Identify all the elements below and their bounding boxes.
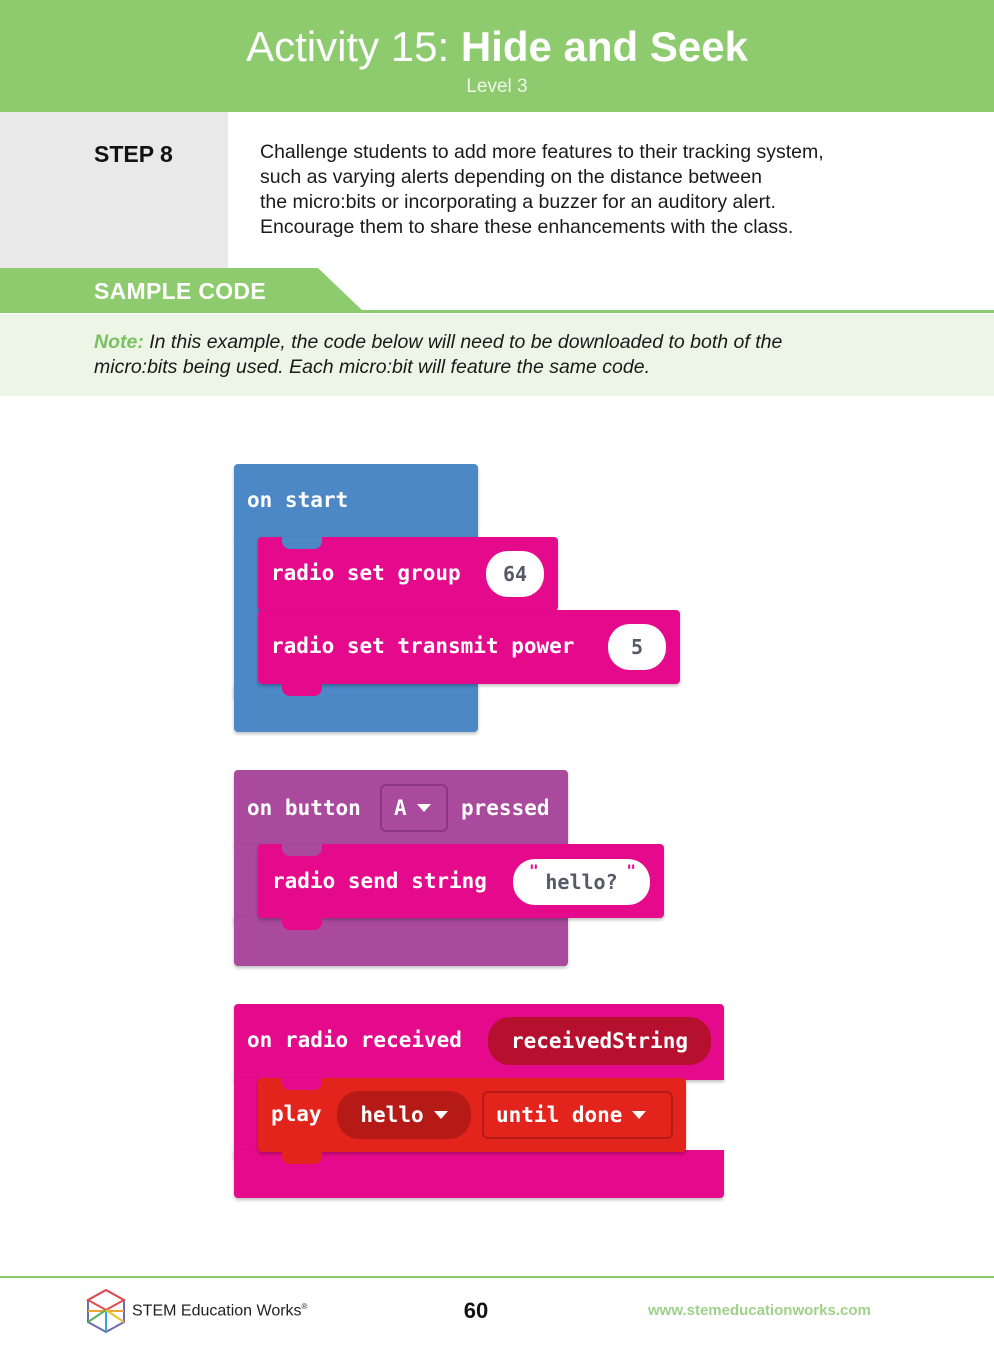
notch	[282, 537, 322, 549]
brand-name	[132, 1302, 307, 1320]
notch-bottom	[282, 918, 322, 930]
radio-set-group-label: radio set group	[271, 561, 461, 585]
string-input-value: hello?	[545, 870, 618, 894]
chevron-down-icon	[434, 1111, 448, 1119]
chevron-down-icon	[417, 804, 431, 812]
radio-set-power-label: radio set transmit power	[271, 634, 575, 658]
on-radio-received-label: on radio received	[247, 1028, 462, 1052]
step-label-cell	[0, 112, 228, 268]
notch	[282, 844, 322, 856]
button-dropdown-value: A	[394, 796, 407, 820]
received-string-variable[interactable]: receivedString	[488, 1017, 711, 1065]
notch	[282, 1078, 322, 1090]
notch-bottom	[282, 684, 322, 696]
chevron-down-icon	[632, 1111, 646, 1119]
play-mode-dropdown[interactable]	[482, 1091, 673, 1139]
button-dropdown[interactable]	[380, 784, 448, 832]
note-text	[94, 330, 914, 380]
step-label: STEP 8	[94, 141, 173, 167]
on-button-label: on button	[247, 796, 361, 820]
step-line: Encourage them to share these enhancements with the class.	[260, 216, 794, 238]
brand-mark: ®	[301, 1302, 308, 1311]
on-radio-arm	[234, 1078, 260, 1158]
notch-bottom	[282, 1152, 322, 1164]
note-line-1	[94, 330, 914, 355]
title-main: Hide and Seek	[460, 23, 748, 70]
on-button-arm	[234, 844, 260, 924]
radio-send-string-label: radio send string	[272, 869, 487, 893]
pressed-label: pressed	[461, 796, 550, 820]
power-number-input[interactable]: 5	[608, 624, 666, 670]
play-label: play	[271, 1102, 322, 1126]
sample-code-title: SAMPLE CODE	[94, 278, 266, 304]
group-number-input[interactable]: 64	[486, 551, 544, 597]
note-line: micro:bits being used. Each micro:bit will feature the same code.	[94, 356, 651, 378]
title-prefix: Activity 15:	[246, 23, 461, 70]
banner-rule	[0, 310, 994, 313]
melody-dropdown[interactable]	[337, 1091, 471, 1139]
stem-logo-icon	[86, 1288, 126, 1334]
note-line: In this example, the code below will need to be downloaded to both of the	[143, 331, 783, 353]
melody-value: hello	[360, 1103, 424, 1127]
step-line: the micro:bits or incorporating a buzzer for an auditory alert.	[260, 191, 776, 213]
website-link[interactable]: www.stemeducationworks.com	[648, 1302, 871, 1319]
note-label: Note:	[94, 331, 144, 353]
play-mode-value: until done	[496, 1103, 623, 1127]
string-input[interactable]	[513, 859, 650, 905]
footer-rule	[0, 1276, 994, 1278]
on-start-foot	[234, 684, 478, 732]
brand-text: STEM Education Works	[132, 1302, 302, 1320]
step-line: Challenge students to add more features to their tracking system,	[260, 141, 824, 163]
on-start-arm	[234, 538, 260, 698]
close-quote: "	[626, 861, 636, 880]
step-line: such as varying alerts depending on the distance between	[260, 166, 762, 188]
open-quote: "	[529, 861, 539, 880]
page-number: 60	[463, 1298, 489, 1323]
page-header	[0, 0, 994, 112]
on-start-label: on start	[247, 488, 349, 512]
level-label: Level 3	[466, 76, 528, 97]
page-title	[0, 22, 994, 72]
step-text	[260, 140, 940, 240]
